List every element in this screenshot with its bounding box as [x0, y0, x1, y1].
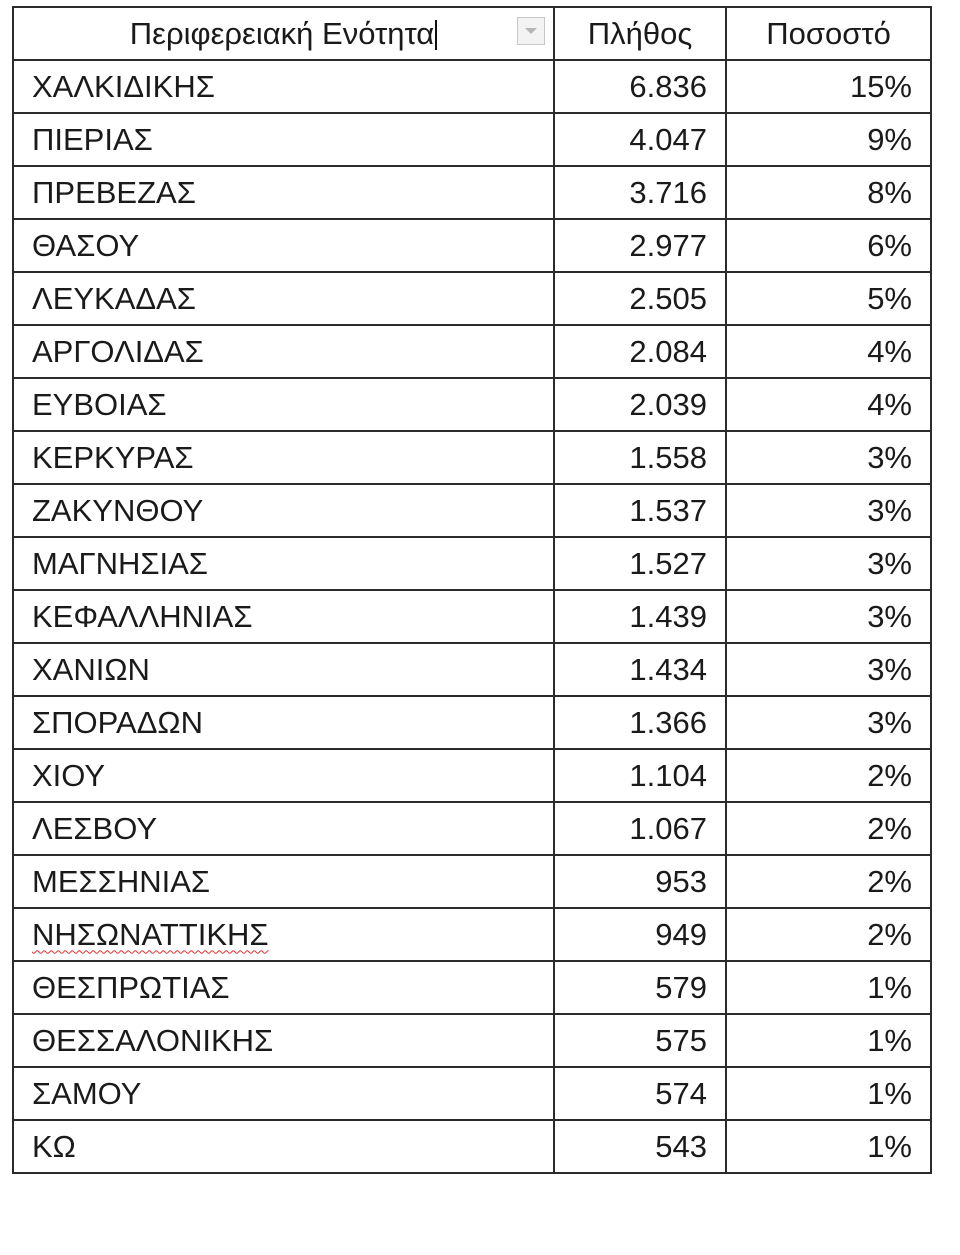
percent-cell[interactable]: [726, 961, 931, 1014]
percent-value: 8%: [867, 174, 912, 210]
count-value: 574: [655, 1075, 707, 1111]
percent-value: 3%: [867, 545, 912, 581]
count-cell[interactable]: [554, 802, 726, 855]
header-region-label: Περιφερειακή Ενότητα: [129, 15, 435, 51]
percent-cell[interactable]: [726, 1014, 931, 1067]
region-name: ΣΠΟΡΑΔΩΝ: [32, 704, 203, 740]
percent-cell[interactable]: [726, 1067, 931, 1120]
region-name: ΘΕΣΠΡΩΤΙΑΣ: [32, 969, 230, 1005]
count-value: 2.039: [629, 386, 707, 422]
table-row: [13, 643, 931, 696]
region-name: ΝΗΣΩΝΑΤΤΙΚΗΣ: [32, 916, 269, 952]
percent-cell[interactable]: [726, 1120, 931, 1173]
percent-cell[interactable]: [726, 325, 931, 378]
table-body: [13, 60, 931, 1173]
region-name-cell[interactable]: [13, 1120, 554, 1173]
region-name-cell[interactable]: [13, 378, 554, 431]
percent-cell[interactable]: [726, 590, 931, 643]
percent-cell[interactable]: [726, 802, 931, 855]
table-row: [13, 855, 931, 908]
count-value: 579: [655, 969, 707, 1005]
region-name: ΣΑΜΟΥ: [32, 1075, 142, 1111]
table-row: [13, 113, 931, 166]
count-cell[interactable]: [554, 113, 726, 166]
header-count-cell[interactable]: [554, 7, 726, 60]
count-cell[interactable]: [554, 961, 726, 1014]
percent-value: 15%: [849, 68, 912, 104]
region-name: ΖΑΚΥΝΘΟΥ: [32, 492, 204, 528]
percent-value: 1%: [867, 969, 912, 1005]
region-name-cell[interactable]: [13, 908, 554, 961]
region-name-cell[interactable]: [13, 749, 554, 802]
table-row: [13, 272, 931, 325]
count-value: 949: [655, 916, 707, 952]
count-value: 2.084: [629, 333, 707, 369]
region-name: ΘΑΣΟΥ: [32, 227, 140, 263]
table-row: [13, 749, 931, 802]
region-name-cell[interactable]: [13, 272, 554, 325]
count-value: 2.977: [629, 227, 707, 263]
count-cell[interactable]: [554, 696, 726, 749]
region-name-cell[interactable]: [13, 325, 554, 378]
table-row: [13, 325, 931, 378]
table-row: [13, 961, 931, 1014]
count-value: 3.716: [629, 174, 707, 210]
percent-cell[interactable]: [726, 219, 931, 272]
region-name: ΕΥΒΟΙΑΣ: [32, 386, 167, 422]
table-row: [13, 590, 931, 643]
region-name-cell[interactable]: [13, 1067, 554, 1120]
table-row: [13, 219, 931, 272]
table-row: [13, 431, 931, 484]
count-value: 2.505: [629, 280, 707, 316]
percent-cell[interactable]: [726, 166, 931, 219]
region-name-cell[interactable]: [13, 60, 554, 113]
percent-cell[interactable]: [726, 431, 931, 484]
region-name-cell[interactable]: [13, 484, 554, 537]
percent-cell[interactable]: [726, 272, 931, 325]
count-cell[interactable]: [554, 166, 726, 219]
percent-cell[interactable]: [726, 378, 931, 431]
table-row: [13, 60, 931, 113]
region-statistics-table: [12, 6, 932, 1174]
count-cell[interactable]: [554, 1120, 726, 1173]
region-name: ΚΩ: [32, 1128, 76, 1164]
count-value: 1.366: [629, 704, 707, 740]
table-row: [13, 1120, 931, 1173]
header-percent-cell[interactable]: [726, 7, 931, 60]
count-value: 575: [655, 1022, 707, 1058]
count-cell[interactable]: [554, 1067, 726, 1120]
count-cell[interactable]: [554, 855, 726, 908]
region-name: ΧΑΝΙΩΝ: [32, 651, 150, 687]
region-name-cell[interactable]: [13, 590, 554, 643]
count-cell[interactable]: [554, 272, 726, 325]
percent-cell[interactable]: [726, 855, 931, 908]
region-name-cell[interactable]: [13, 219, 554, 272]
region-name: ΑΡΓΟΛΙΔΑΣ: [32, 333, 204, 369]
table-row: [13, 1067, 931, 1120]
region-name-cell[interactable]: [13, 802, 554, 855]
table-row: [13, 378, 931, 431]
region-name: ΧΙΟΥ: [32, 757, 106, 793]
percent-value: 3%: [867, 598, 912, 634]
percent-value: 4%: [867, 386, 912, 422]
chevron-down-icon: [518, 18, 544, 44]
percent-cell[interactable]: [726, 537, 931, 590]
table-row: [13, 908, 931, 961]
count-value: 1.537: [629, 492, 707, 528]
count-cell[interactable]: [554, 643, 726, 696]
count-value: 543: [655, 1128, 707, 1164]
region-name: ΛΕΥΚΑΔΑΣ: [32, 280, 196, 316]
header-row: [13, 7, 931, 60]
count-cell[interactable]: [554, 908, 726, 961]
count-cell[interactable]: [554, 325, 726, 378]
table-row: [13, 484, 931, 537]
percent-value: 1%: [867, 1075, 912, 1111]
count-value: 953: [655, 863, 707, 899]
header-region-cell[interactable]: [13, 7, 554, 60]
count-cell[interactable]: [554, 537, 726, 590]
region-name-cell[interactable]: [13, 113, 554, 166]
region-name: ΜΕΣΣΗΝΙΑΣ: [32, 863, 211, 899]
region-name: ΜΑΓΝΗΣΙΑΣ: [32, 545, 208, 581]
percent-cell[interactable]: [726, 484, 931, 537]
percent-value: 3%: [867, 492, 912, 528]
header-count-label: Πλήθος: [587, 15, 693, 51]
region-name: ΚΕΦΑΛΛΗΝΙΑΣ: [32, 598, 253, 634]
table-row: [13, 537, 931, 590]
region-name-cell[interactable]: [13, 855, 554, 908]
percent-cell[interactable]: [726, 60, 931, 113]
percent-value: 5%: [867, 280, 912, 316]
filter-dropdown-button[interactable]: [517, 17, 545, 45]
percent-value: 2%: [867, 916, 912, 952]
percent-cell[interactable]: [726, 113, 931, 166]
region-name-cell[interactable]: [13, 696, 554, 749]
region-name-cell[interactable]: [13, 643, 554, 696]
percent-cell[interactable]: [726, 696, 931, 749]
region-name: ΠΡΕΒΕΖΑΣ: [32, 174, 196, 210]
count-cell[interactable]: [554, 1014, 726, 1067]
region-name-cell[interactable]: [13, 537, 554, 590]
count-value: 1.558: [629, 439, 707, 475]
count-value: 1.067: [629, 810, 707, 846]
spreadsheet-table-container: [12, 6, 930, 1174]
percent-value: 3%: [867, 439, 912, 475]
count-cell[interactable]: [554, 749, 726, 802]
text-cursor: [435, 20, 437, 50]
count-value: 1.439: [629, 598, 707, 634]
percent-value: 9%: [867, 121, 912, 157]
count-cell[interactable]: [554, 431, 726, 484]
percent-value: 4%: [867, 333, 912, 369]
count-cell[interactable]: [554, 590, 726, 643]
region-name: ΚΕΡΚΥΡΑΣ: [32, 439, 194, 475]
count-value: 1.434: [629, 651, 707, 687]
region-name: ΠΙΕΡΙΑΣ: [32, 121, 153, 157]
count-value: 1.104: [629, 757, 707, 793]
count-cell[interactable]: [554, 219, 726, 272]
percent-value: 1%: [867, 1128, 912, 1164]
region-name-cell[interactable]: [13, 166, 554, 219]
region-name: ΘΕΣΣΑΛΟΝΙΚΗΣ: [32, 1022, 274, 1058]
count-value: 6.836: [629, 68, 707, 104]
count-cell[interactable]: [554, 60, 726, 113]
percent-cell[interactable]: [726, 749, 931, 802]
count-value: 4.047: [629, 121, 707, 157]
percent-value: 2%: [867, 810, 912, 846]
region-name: ΧΑΛΚΙΔΙΚΗΣ: [32, 68, 215, 104]
region-name-cell[interactable]: [13, 1014, 554, 1067]
percent-value: 2%: [867, 757, 912, 793]
percent-value: 3%: [867, 704, 912, 740]
table-row: [13, 1014, 931, 1067]
region-name-cell[interactable]: [13, 961, 554, 1014]
percent-value: 1%: [867, 1022, 912, 1058]
region-name-cell[interactable]: [13, 431, 554, 484]
header-percent-label: Ποσοστό: [766, 15, 891, 51]
percent-cell[interactable]: [726, 643, 931, 696]
region-name: ΛΕΣΒΟΥ: [32, 810, 158, 846]
table-row: [13, 802, 931, 855]
percent-value: 3%: [867, 651, 912, 687]
table-row: [13, 166, 931, 219]
count-value: 1.527: [629, 545, 707, 581]
percent-value: 2%: [867, 863, 912, 899]
percent-cell[interactable]: [726, 908, 931, 961]
percent-value: 6%: [867, 227, 912, 263]
count-cell[interactable]: [554, 378, 726, 431]
count-cell[interactable]: [554, 484, 726, 537]
table-row: [13, 696, 931, 749]
